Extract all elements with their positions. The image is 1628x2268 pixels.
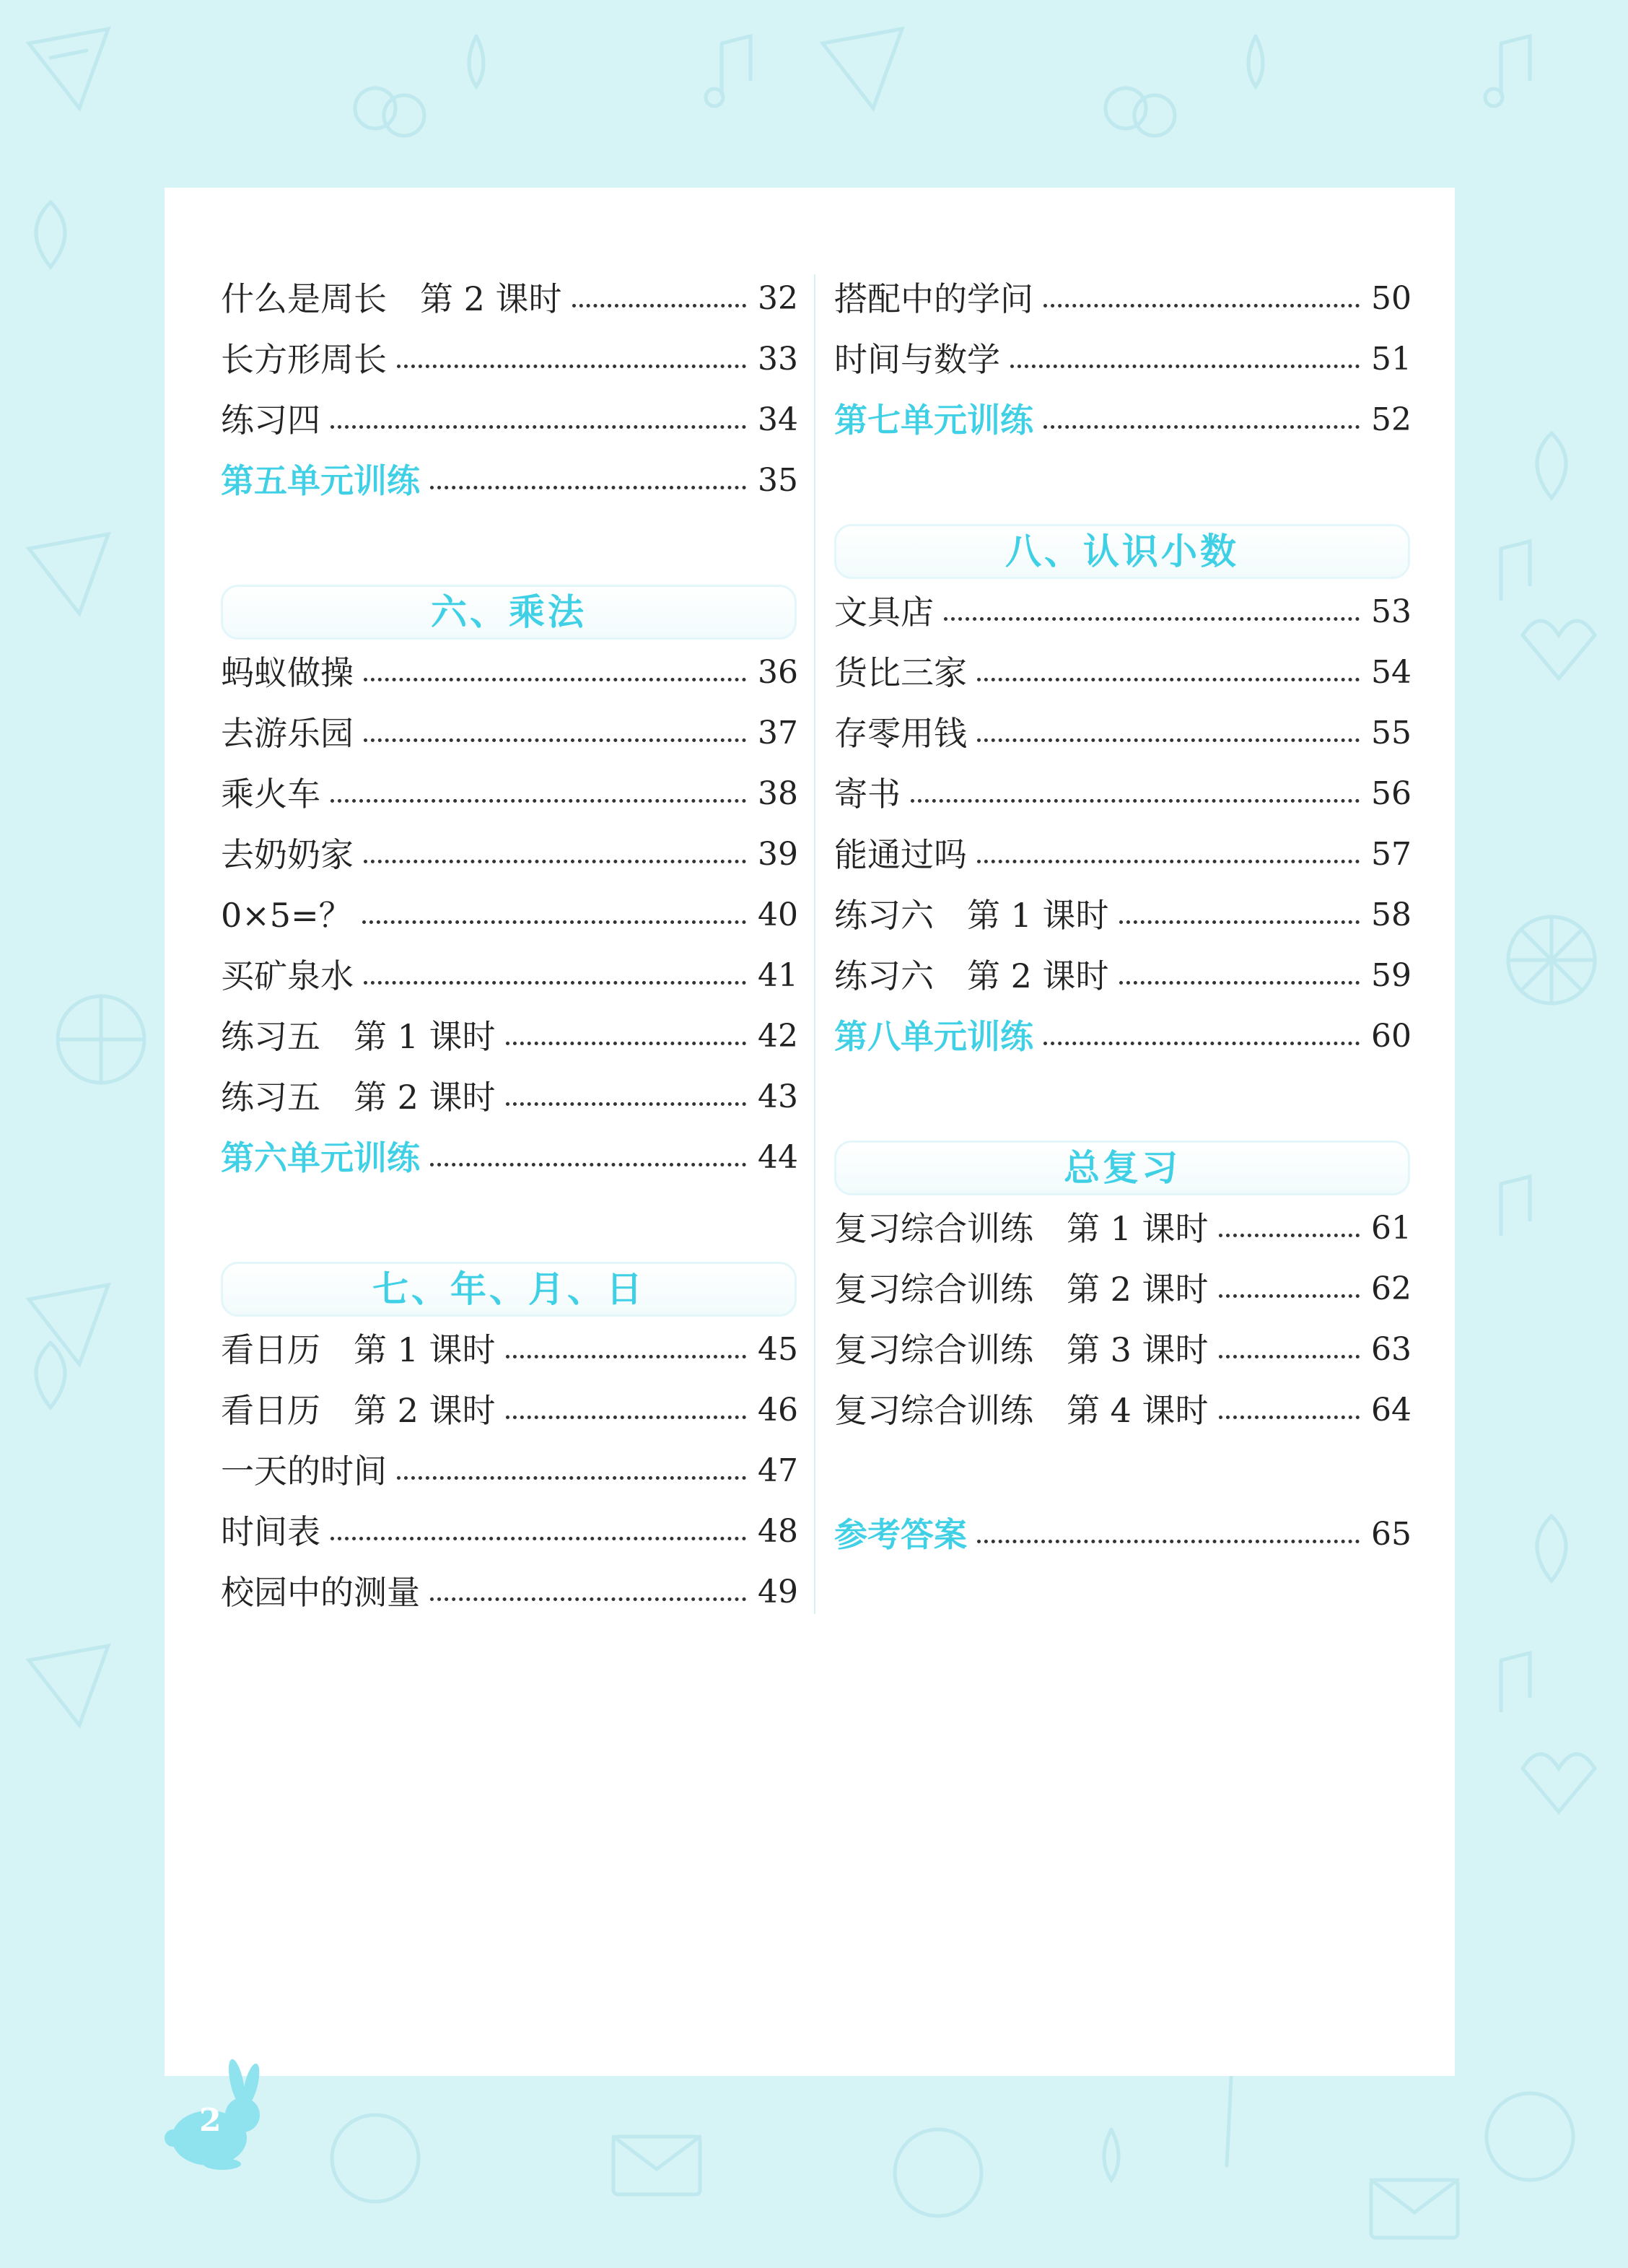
toc-entry-page: 47 — [758, 1452, 798, 1489]
toc-entry-title: 看日历 第 1 课时 — [221, 1330, 496, 1369]
toc-entry-page: 63 — [1371, 1331, 1412, 1368]
toc-entry-title: 长方形周长 — [221, 340, 387, 379]
toc-entry[interactable] — [834, 885, 1412, 946]
dot-leader — [362, 913, 746, 924]
toc-entry-title: 去游乐园 — [221, 714, 354, 753]
column-divider — [814, 274, 815, 1614]
toc-entry-title: 能通过吗 — [834, 835, 967, 874]
toc-entry[interactable] — [834, 1198, 1412, 1259]
dot-leader — [430, 1156, 746, 1166]
page-number: 2 — [199, 2102, 222, 2139]
section-header: 八、认识小数 — [834, 524, 1410, 579]
toc-entry-title: 搭配中的学问 — [834, 279, 1033, 318]
dot-leader — [1219, 1287, 1360, 1298]
toc-entry-title: 时间表 — [221, 1512, 320, 1551]
dot-leader — [1119, 974, 1360, 985]
dot-leader — [506, 1034, 746, 1045]
toc-entry-page: 54 — [1371, 654, 1412, 691]
toc-entry[interactable] — [834, 1006, 1412, 1067]
toc-entry-title: 复习综合训练 第 3 课时 — [834, 1330, 1209, 1369]
toc-entry-title: 寄书 — [834, 775, 901, 814]
section-header: 七、年、月、日 — [221, 1262, 797, 1317]
toc-entry-page: 39 — [758, 836, 798, 873]
toc-entry-page: 65 — [1371, 1516, 1412, 1553]
toc-entry[interactable] — [834, 1259, 1412, 1320]
toc-entry[interactable] — [221, 642, 798, 703]
toc-entry-page: 56 — [1371, 775, 1412, 812]
toc-entry[interactable] — [834, 1320, 1412, 1380]
toc-entry[interactable] — [834, 1380, 1412, 1441]
toc-entry-page: 61 — [1371, 1210, 1412, 1247]
dot-leader — [397, 357, 746, 368]
toc-entry-page: 62 — [1371, 1270, 1412, 1307]
toc-entry-page: 34 — [758, 401, 798, 438]
toc-entry-page: 36 — [758, 654, 798, 691]
toc-entry-page: 35 — [758, 462, 798, 499]
dot-leader — [506, 1348, 746, 1358]
toc-entry[interactable] — [221, 390, 798, 450]
toc-entry-title: 0×5=？ — [221, 896, 352, 935]
dot-leader — [1219, 1348, 1360, 1358]
toc-entry-title: 一天的时间 — [221, 1452, 387, 1491]
toc-entry-title: 练习六 第 2 课时 — [834, 956, 1109, 995]
toc-entry-title: 存零用钱 — [834, 714, 967, 753]
toc-entry-page: 52 — [1371, 401, 1412, 438]
toc-entry[interactable] — [221, 885, 798, 946]
toc-entry-title: 练习六 第 1 课时 — [834, 896, 1109, 935]
toc-entry-page: 50 — [1371, 280, 1412, 317]
toc-entry-page: 44 — [758, 1139, 798, 1176]
page-number-badge — [165, 2057, 266, 2173]
toc-entry-page: 45 — [758, 1331, 798, 1368]
toc-entry-page: 37 — [758, 715, 798, 751]
toc-entry[interactable] — [834, 582, 1412, 642]
toc-entry-title: 乘火车 — [221, 775, 320, 814]
toc-entry-title: 看日历 第 2 课时 — [221, 1391, 496, 1430]
toc-entry[interactable] — [221, 1380, 798, 1441]
dot-leader — [1219, 1226, 1360, 1237]
toc-entry[interactable] — [221, 1562, 798, 1623]
dot-leader — [331, 792, 746, 803]
toc-entry[interactable] — [834, 703, 1412, 764]
toc-entry-page: 32 — [758, 280, 798, 317]
dot-leader — [1043, 1034, 1360, 1045]
toc-entry[interactable] — [834, 824, 1412, 885]
toc-entry-title: 练习四 — [221, 401, 320, 440]
dot-leader — [977, 1532, 1360, 1543]
toc-entry-page: 49 — [758, 1574, 798, 1610]
toc-entry[interactable] — [834, 1504, 1412, 1565]
dot-leader — [1219, 1408, 1360, 1419]
dot-leader — [1010, 357, 1360, 368]
dot-leader — [430, 1590, 746, 1601]
dot-leader — [944, 610, 1360, 621]
contents-page — [165, 188, 1455, 2076]
toc-entry[interactable] — [221, 703, 798, 764]
toc-entry[interactable] — [834, 946, 1412, 1006]
dot-leader — [911, 792, 1360, 803]
toc-entry-title: 第六单元训练 — [221, 1138, 420, 1177]
toc-entry[interactable] — [221, 1067, 798, 1128]
toc-entry[interactable] — [221, 1441, 798, 1501]
toc-entry[interactable] — [221, 764, 798, 824]
dot-leader — [977, 731, 1360, 742]
dot-leader — [572, 297, 746, 308]
toc-entry[interactable] — [221, 824, 798, 885]
toc-entry-page: 60 — [1371, 1018, 1412, 1055]
dot-leader — [977, 852, 1360, 863]
toc-entry-title: 第五单元训练 — [221, 461, 420, 500]
toc-entry-title: 文具店 — [834, 593, 934, 632]
dot-leader — [977, 671, 1360, 681]
toc-entry[interactable] — [834, 764, 1412, 824]
section-header: 总复习 — [834, 1140, 1410, 1195]
toc-entry-page: 41 — [758, 957, 798, 994]
toc-entry-title: 复习综合训练 第 4 课时 — [834, 1391, 1209, 1430]
toc-entry-page: 40 — [758, 897, 798, 933]
toc-entry-page: 58 — [1371, 897, 1412, 933]
toc-entry[interactable] — [221, 329, 798, 390]
dot-leader — [430, 479, 746, 489]
dot-leader — [364, 852, 746, 863]
dot-leader — [1043, 297, 1360, 308]
toc-entry-title: 校园中的测量 — [221, 1573, 420, 1612]
toc-entry-page: 51 — [1371, 341, 1412, 378]
toc-entry[interactable] — [221, 946, 798, 1006]
toc-entry-title: 复习综合训练 第 1 课时 — [834, 1209, 1209, 1248]
dot-leader — [1043, 418, 1360, 429]
toc-entry[interactable] — [221, 450, 798, 511]
toc-entry-title: 第七单元训练 — [834, 401, 1033, 440]
toc-entry-page: 64 — [1371, 1392, 1412, 1429]
toc-entry[interactable] — [834, 329, 1412, 390]
toc-entry-title: 买矿泉水 — [221, 956, 354, 995]
toc-entry[interactable] — [221, 1320, 798, 1380]
toc-entry-page: 42 — [758, 1018, 798, 1055]
dot-leader — [364, 974, 746, 985]
toc-entry-title: 蚂蚁做操 — [221, 653, 354, 692]
toc-entry-title: 复习综合训练 第 2 课时 — [834, 1270, 1209, 1309]
section-header: 六、乘法 — [221, 585, 797, 640]
toc-entry-page: 46 — [758, 1392, 798, 1429]
toc-entry-page: 43 — [758, 1078, 798, 1115]
toc-entry[interactable] — [834, 269, 1412, 329]
toc-entry-page: 59 — [1371, 957, 1412, 994]
toc-entry-page: 33 — [758, 341, 798, 378]
dot-leader — [506, 1408, 746, 1419]
toc-entry-title: 练习五 第 2 课时 — [221, 1078, 496, 1117]
toc-entry-page: 48 — [758, 1513, 798, 1550]
dot-leader — [364, 731, 746, 742]
toc-entry[interactable] — [221, 1501, 798, 1562]
toc-entry[interactable] — [834, 642, 1412, 703]
dot-leader — [331, 418, 746, 429]
toc-entry[interactable] — [834, 390, 1412, 450]
dot-leader — [506, 1095, 746, 1106]
toc-entry-title: 第八单元训练 — [834, 1017, 1033, 1056]
dot-leader — [1119, 913, 1360, 924]
toc-entry-page: 57 — [1371, 836, 1412, 873]
dot-leader — [364, 671, 746, 681]
toc-entry[interactable] — [221, 1006, 798, 1067]
toc-entry-title: 参考答案 — [834, 1515, 967, 1554]
toc-entry-title: 时间与数学 — [834, 340, 1000, 379]
toc-entry-title: 练习五 第 1 课时 — [221, 1017, 496, 1056]
toc-entry-page: 53 — [1371, 593, 1412, 630]
toc-entry-page: 55 — [1371, 715, 1412, 751]
toc-entry-page: 38 — [758, 775, 798, 812]
toc-entry-title: 什么是周长 第 2 课时 — [221, 279, 562, 318]
toc-entry-title: 货比三家 — [834, 653, 967, 692]
toc-entry[interactable] — [221, 269, 798, 329]
toc-entry-title: 去奶奶家 — [221, 835, 354, 874]
toc-entry[interactable] — [221, 1128, 798, 1188]
dot-leader — [331, 1530, 746, 1540]
dot-leader — [397, 1469, 746, 1480]
